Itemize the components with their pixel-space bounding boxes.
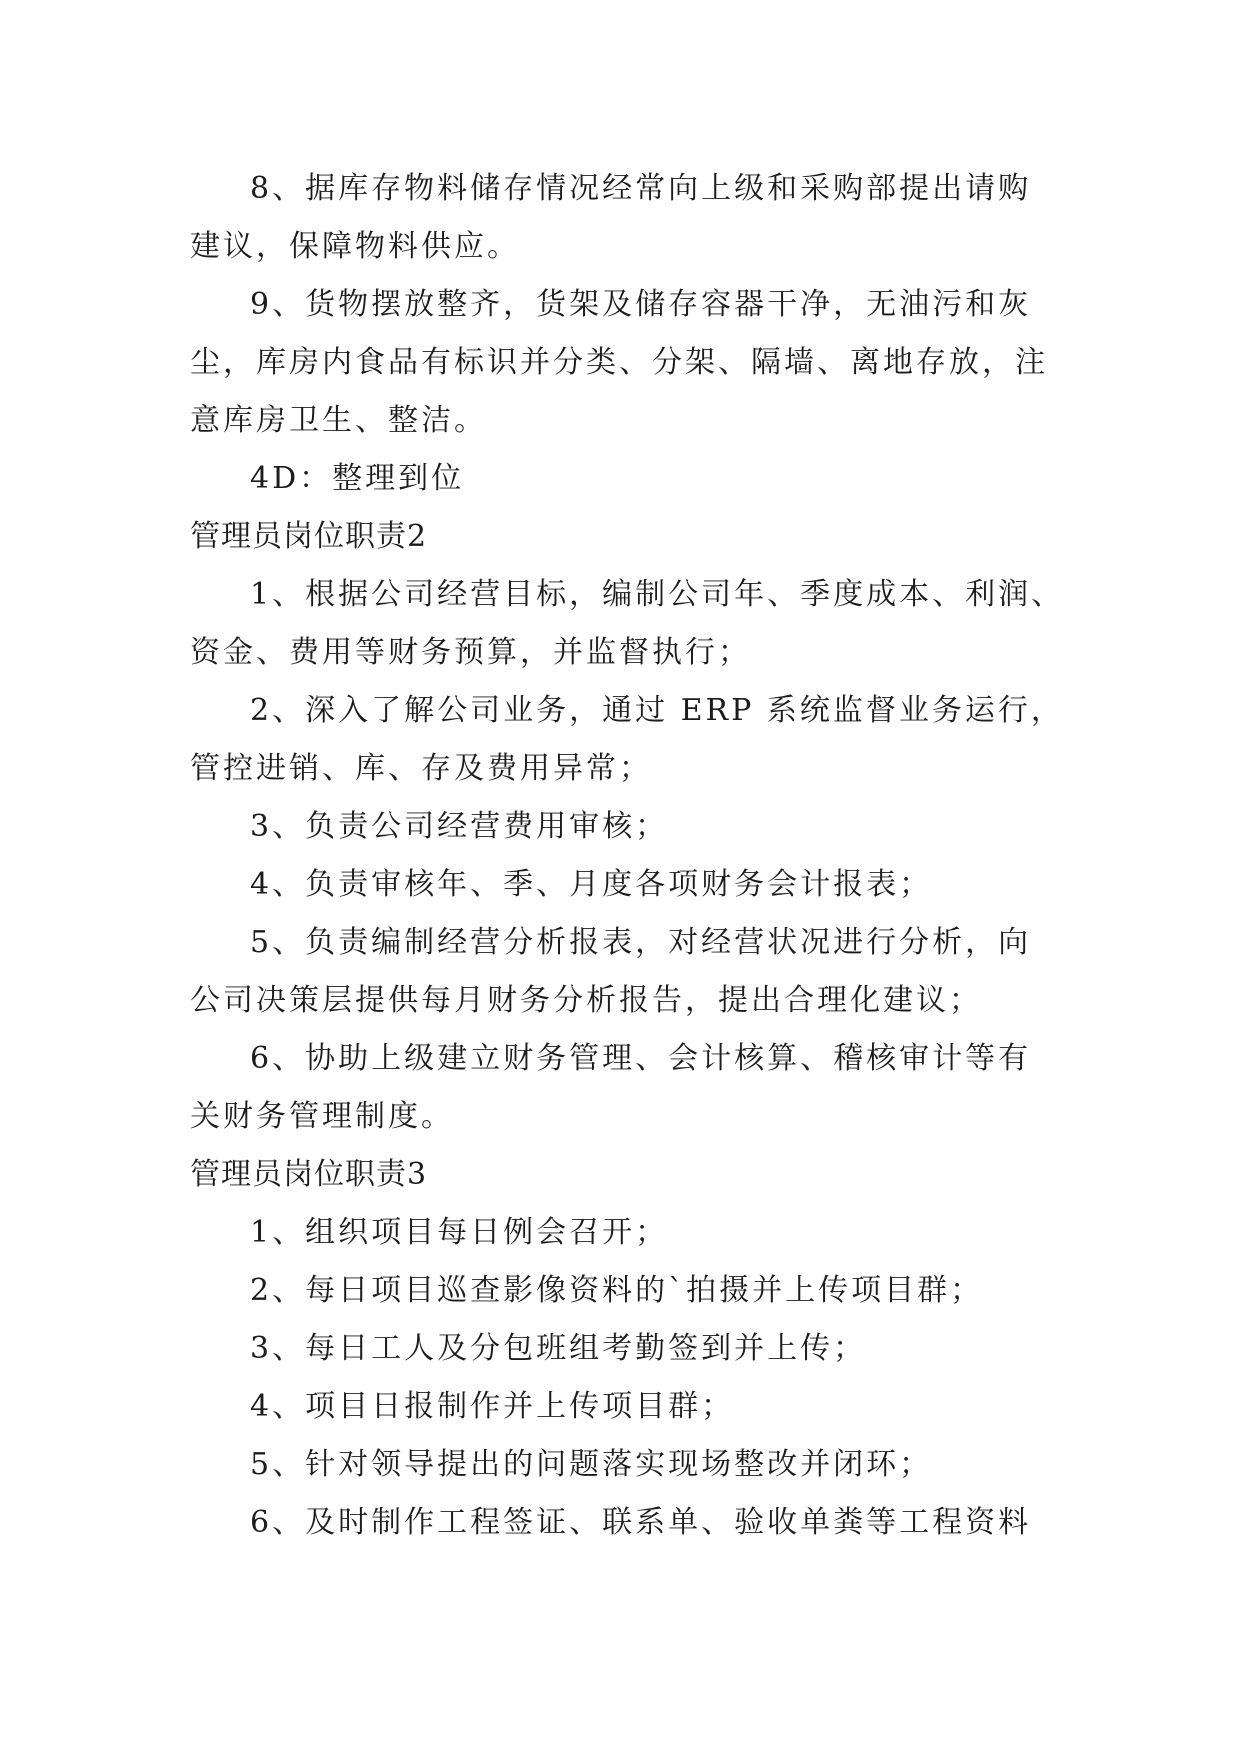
paragraph-line: 建议，保障物料供应。 [190, 229, 520, 264]
paragraph-line: 2、深入了解公司业务，通过 ERP 系统监督业务运行， [250, 693, 1064, 728]
paragraph-line: 关财务管理制度。 [190, 1099, 454, 1134]
paragraph-line: 管控进销、库、存及费用异常； [190, 751, 652, 786]
paragraph-line: 2、每日项目巡查影像资料的`拍摄并上传项目群； [250, 1273, 984, 1308]
section-heading: 管理员岗位职责3 [190, 1157, 428, 1192]
document-body [190, 160, 1065, 1552]
paragraph-line: 资金、费用等财务预算，并监督执行； [190, 635, 751, 670]
paragraph-line: 尘，库房内食品有标识并分类、分架、隔墙、离地存放，注 [190, 345, 1048, 380]
paragraph-line: 4、项目日报制作并上传项目群； [250, 1389, 735, 1424]
paragraph-line: 4、负责审核年、季、月度各项财务会计报表； [250, 867, 933, 902]
paragraph-line: 6、协助上级建立财务管理、会计核算、稽核审计等有 [250, 1041, 1032, 1076]
paragraph-line: 6、及时制作工程签证、联系单、验收单粪等工程资料 [250, 1505, 1032, 1540]
paragraph-line: 9、货物摆放整齐，货架及储存容器干净，无油污和灰 [250, 287, 1032, 322]
paragraph-line: 公司决策层提供每月财务分析报告，提出合理化建议； [190, 983, 982, 1018]
paragraph-line: 8、据库存物料储存情况经常向上级和采购部提出请购 [250, 171, 1032, 206]
section-heading: 管理员岗位职责2 [190, 519, 428, 554]
paragraph-line: 1、组织项目每日例会召开； [250, 1215, 669, 1250]
paragraph-line: 4D：整理到位 [250, 461, 465, 496]
paragraph-line: 3、每日工人及分包班组考勤签到并上传； [250, 1331, 867, 1366]
paragraph-line: 5、针对领导提出的问题落实现场整改并闭环； [250, 1447, 933, 1482]
paragraph-line: 1、根据公司经营目标，编制公司年、季度成本、利润、 [250, 577, 1065, 612]
paragraph-line: 意库房卫生、整洁。 [190, 403, 487, 438]
paragraph-line: 3、负责公司经营费用审核； [250, 809, 669, 844]
paragraph-line: 5、负责编制经营分析报表，对经营状况进行分析，向 [250, 925, 1032, 960]
